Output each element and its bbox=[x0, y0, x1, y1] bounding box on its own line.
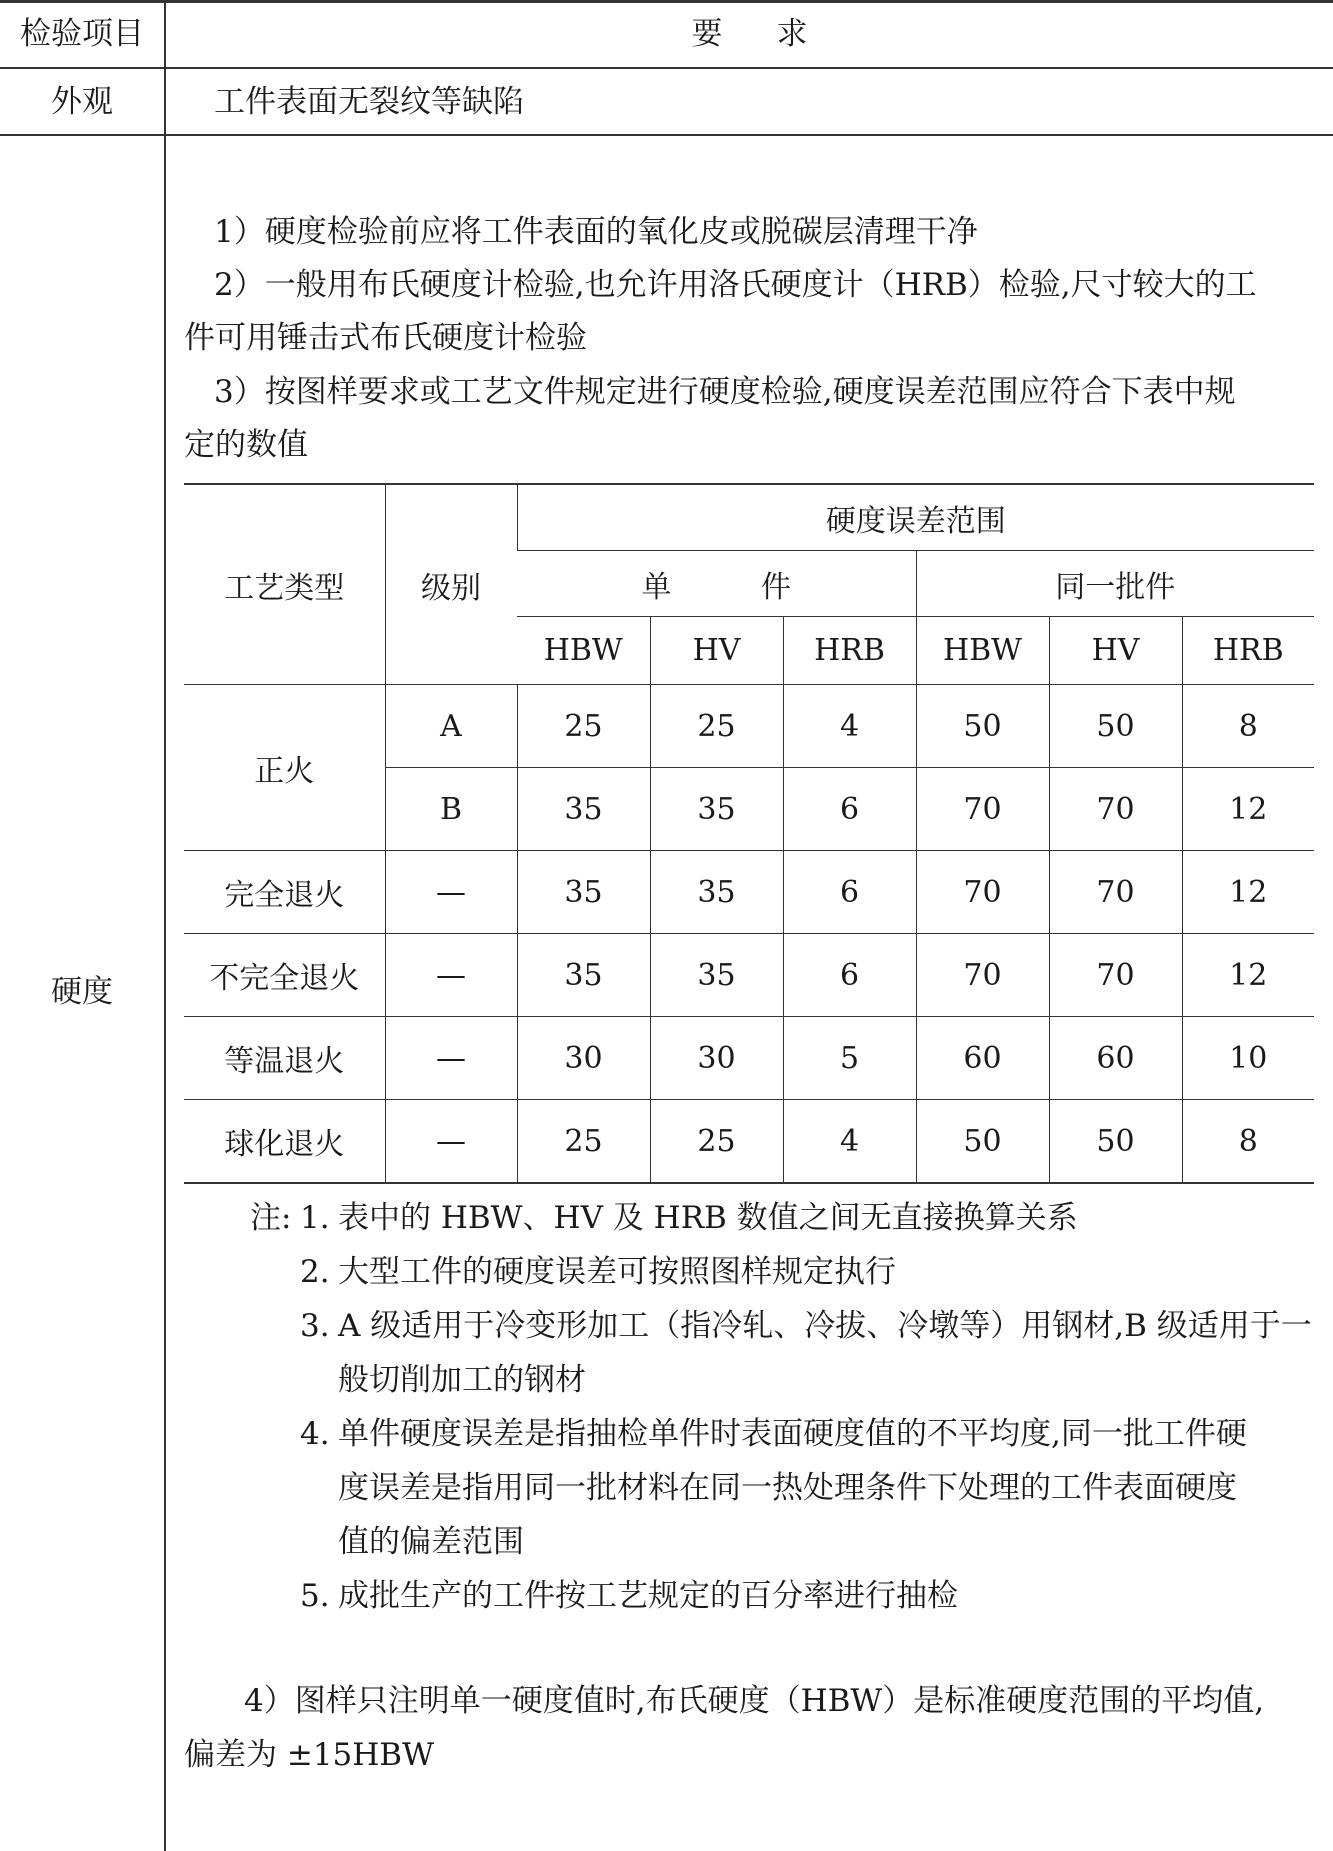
header-divider bbox=[0, 67, 1333, 69]
value-cell: 50 bbox=[1049, 685, 1182, 768]
value-cell: 35 bbox=[650, 851, 783, 934]
value-cell: 70 bbox=[916, 934, 1049, 1017]
unit-header: HRB bbox=[783, 617, 916, 685]
appearance-divider bbox=[0, 134, 1333, 136]
value-cell: 50 bbox=[916, 1100, 1049, 1184]
unit-header: HRB bbox=[1182, 617, 1314, 685]
note-number: 2. bbox=[300, 1254, 330, 1290]
note-number: 5. bbox=[300, 1578, 330, 1614]
note-text: 单件硬度误差是指抽检单件时表面硬度值的不平均度,同一批工件硬 bbox=[338, 1416, 1247, 1452]
note-text: 度误差是指用同一批材料在同一热处理条件下处理的工件表面硬度 bbox=[338, 1470, 1237, 1506]
value-cell: 70 bbox=[1049, 768, 1182, 851]
note-number: 1. bbox=[300, 1200, 330, 1236]
value-cell: 70 bbox=[916, 851, 1049, 934]
grade-cell: — bbox=[385, 1017, 517, 1100]
value-cell: 60 bbox=[916, 1017, 1049, 1100]
table-row bbox=[184, 685, 1314, 768]
value-cell: 10 bbox=[1182, 1017, 1314, 1100]
value-cell: 12 bbox=[1182, 851, 1314, 934]
process-cell: 不完全退火 bbox=[184, 934, 385, 1017]
top-border bbox=[0, 0, 1333, 3]
hardness-item: 硬度 bbox=[51, 974, 113, 1010]
table-row bbox=[184, 1100, 1314, 1184]
value-cell: 70 bbox=[1049, 934, 1182, 1017]
value-cell: 8 bbox=[1182, 685, 1314, 768]
process-cell: 正火 bbox=[184, 685, 385, 851]
grade-cell: — bbox=[385, 1100, 517, 1184]
grade-cell: — bbox=[385, 934, 517, 1017]
value-cell: 8 bbox=[1182, 1100, 1314, 1184]
unit-header: HBW bbox=[916, 617, 1049, 685]
value-cell: 70 bbox=[1049, 851, 1182, 934]
col-single-header: 单 件 bbox=[517, 551, 916, 617]
value-cell: 4 bbox=[783, 1100, 916, 1184]
process-cell: 球化退火 bbox=[184, 1100, 385, 1184]
header-item-label: 检验项目 bbox=[20, 16, 144, 52]
value-cell: 30 bbox=[650, 1017, 783, 1100]
value-cell: 35 bbox=[650, 934, 783, 1017]
col-batch-header: 同一批件 bbox=[916, 551, 1314, 617]
value-cell: 30 bbox=[517, 1017, 650, 1100]
value-cell: 5 bbox=[783, 1017, 916, 1100]
hardness-para-2-line-2: 件可用锤击式布氏硬度计检验 bbox=[184, 320, 587, 356]
value-cell: 35 bbox=[650, 768, 783, 851]
item-column-divider bbox=[164, 0, 166, 1851]
hardness-para-4-line-1: 4）图样只注明单一硬度值时,布氏硬度（HBW）是标准硬度范围的平均值, bbox=[244, 1683, 1265, 1719]
table-row bbox=[184, 934, 1314, 1017]
note-number: 3. bbox=[300, 1308, 330, 1344]
note-lead: 注: bbox=[250, 1200, 292, 1236]
grade-cell: B bbox=[385, 768, 517, 851]
value-cell: 50 bbox=[1049, 1100, 1182, 1184]
value-cell: 35 bbox=[517, 768, 650, 851]
value-cell: 6 bbox=[783, 934, 916, 1017]
value-cell: 12 bbox=[1182, 768, 1314, 851]
note-text: 般切削加工的钢材 bbox=[338, 1362, 586, 1398]
value-cell: 4 bbox=[783, 685, 916, 768]
note-text: A 级适用于冷变形加工（指冷轧、冷拔、冷墩等）用钢材,B 级适用于一 bbox=[338, 1308, 1312, 1344]
note-text: 值的偏差范围 bbox=[338, 1524, 524, 1560]
note-text: 表中的 HBW、HV 及 HRB 数值之间无直接换算关系 bbox=[338, 1200, 1078, 1236]
appearance-text: 工件表面无裂纹等缺陷 bbox=[214, 84, 524, 120]
hardness-para-4-line-2: 偏差为 ±15HBW bbox=[184, 1737, 434, 1773]
table-row bbox=[184, 851, 1314, 934]
process-cell: 等温退火 bbox=[184, 1017, 385, 1100]
hardness-para-2-line-1: 2）一般用布氏硬度计检验,也允许用洛氏硬度计（HRB）检验,尺寸较大的工 bbox=[214, 267, 1257, 303]
grade-cell: — bbox=[385, 851, 517, 934]
value-cell: 25 bbox=[650, 685, 783, 768]
unit-header: HBW bbox=[517, 617, 650, 685]
header-requirement-label: 要求 bbox=[691, 16, 862, 52]
value-cell: 35 bbox=[517, 851, 650, 934]
value-cell: 25 bbox=[517, 685, 650, 768]
unit-header: HV bbox=[650, 617, 783, 685]
process-cell: 完全退火 bbox=[184, 851, 385, 934]
hardness-tolerance-table bbox=[184, 483, 1314, 1184]
note-text: 成批生产的工件按工艺规定的百分率进行抽检 bbox=[338, 1578, 958, 1614]
value-cell: 12 bbox=[1182, 934, 1314, 1017]
value-cell: 60 bbox=[1049, 1017, 1182, 1100]
grade-cell: A bbox=[385, 685, 517, 768]
hardness-para-3-line-2: 定的数值 bbox=[184, 427, 308, 463]
col-grade-header: 级别 bbox=[385, 484, 517, 685]
value-cell: 70 bbox=[916, 768, 1049, 851]
unit-header: HV bbox=[1049, 617, 1182, 685]
col-process-header: 工艺类型 bbox=[184, 484, 385, 685]
hardness-para-1: 1）硬度检验前应将工件表面的氧化皮或脱碳层清理干净 bbox=[214, 214, 978, 250]
value-cell: 6 bbox=[783, 851, 916, 934]
table-row bbox=[184, 1017, 1314, 1100]
value-cell: 35 bbox=[517, 934, 650, 1017]
value-cell: 25 bbox=[650, 1100, 783, 1184]
value-cell: 6 bbox=[783, 768, 916, 851]
note-number: 4. bbox=[300, 1416, 330, 1452]
hardness-para-3-line-1: 3）按图样要求或工艺文件规定进行硬度检验,硬度误差范围应符合下表中规 bbox=[214, 374, 1236, 410]
col-range-header: 硬度误差范围 bbox=[517, 484, 1314, 551]
note-text: 大型工件的硬度误差可按照图样规定执行 bbox=[338, 1254, 896, 1290]
value-cell: 50 bbox=[916, 685, 1049, 768]
value-cell: 25 bbox=[517, 1100, 650, 1184]
appearance-item: 外观 bbox=[51, 84, 113, 120]
